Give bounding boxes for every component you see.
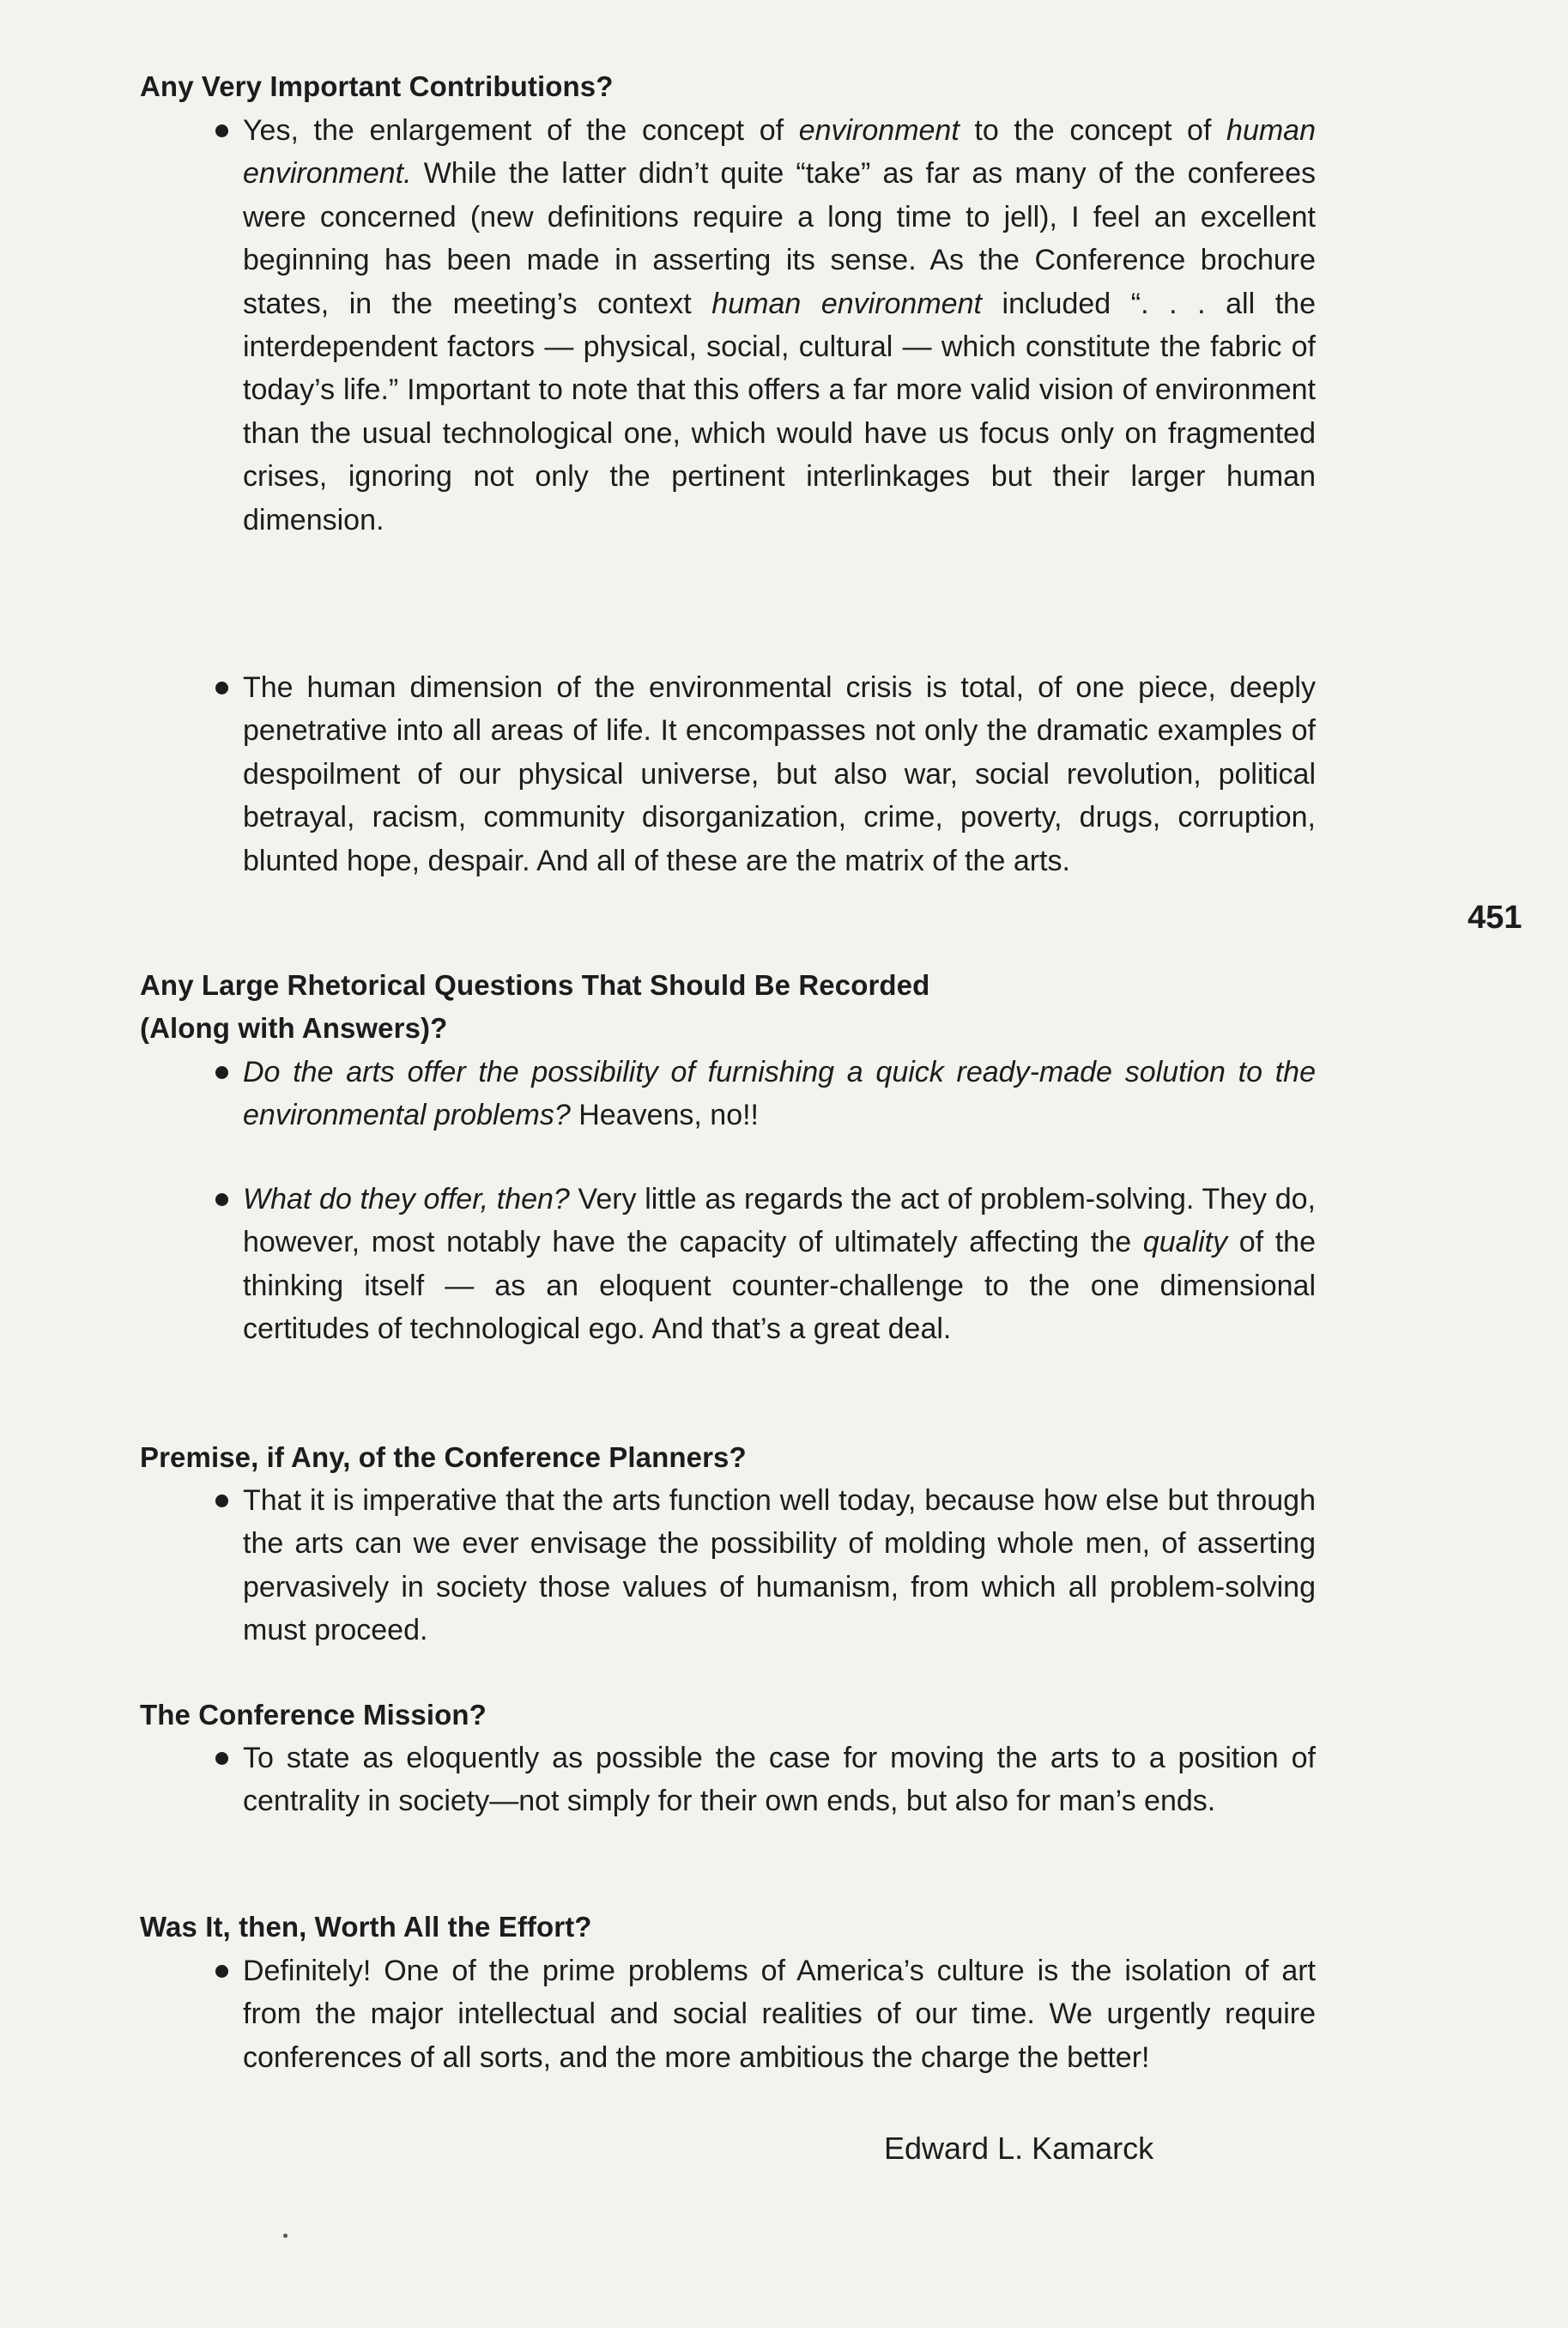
- heading-mission: The Conference Mission?: [140, 1699, 487, 1731]
- paragraph: To state as eloquently as possible the case for moving the arts to a position of centrality in society—not simply for their own ends, but also for man’s ends.: [243, 1742, 1316, 1818]
- heading-questions-line2: (Along with Answers)?: [140, 1012, 448, 1044]
- list-item-contributions-1: [243, 109, 1316, 542]
- bullet-icon: [215, 1752, 228, 1765]
- list-item-questions-2: [243, 1178, 1316, 1351]
- paragraph: What do they offer, then? Very little as regards the act of problem-solving. They do, however, most notably have the capacity of ultimately affecting the quality of the thinking itself — as an eloquent counter-challenge to the one dimensional certitudes of technological ego. And that’s a great deal.: [243, 1183, 1317, 1346]
- paragraph: Do the arts offer the possibility of furnishing a quick ready-made solution to the environmental problems? Heavens, no!!: [243, 1056, 1316, 1132]
- list-item-premise-1: [243, 1479, 1316, 1652]
- heading-worth: Was It, then, Worth All the Effort?: [140, 1911, 592, 1943]
- paragraph: The human dimension of the environmental crisis is total, of one piece, deeply penetrative into all areas of life. It encompasses not only the dramatic examples of despoilment of our physical universe, but also war, social revolution, political betrayal, racism, community disorganization, crime, poverty, drugs, corruption, blunted hope, despair. And all of these are the matrix of the arts.: [243, 671, 1316, 877]
- bullet-icon: [215, 1965, 228, 1978]
- paragraph: That it is imperative that the arts function well today, because how else but through the arts can we ever envisage the possibility of molding whole men, of asserting pervasively in society those values of humanism, from which all problem-solving must proceed.: [243, 1484, 1316, 1647]
- heading-questions-line1: Any Large Rhetorical Questions That Should Be Recorded: [140, 969, 930, 1001]
- speck: [283, 2234, 288, 2238]
- bullet-icon: [215, 1066, 228, 1079]
- page-number: 451: [1468, 900, 1523, 936]
- paragraph: Yes, the enlargement of the concept of environment to the concept of human environment. While the latter didn’t quite “take” as far as many of the conferees were concerned (new definitions require a long time to jell), I feel an excellent beginning has been made in asserting its sense. As the Conference brochure states, in the meeting’s context human environment included “. . . all the interdependent factors — physical, social, cultural — which constitute the fabric of today’s life.” Important to note that this offers a far more valid vision of environment than the usual technological one, which would have us focus only on fragmented crises, ignoring not only the pertinent interlinkages but their larger human dimension.: [243, 114, 1316, 537]
- bullet-icon: [215, 124, 228, 137]
- heading-contributions: Any Very Important Contributions?: [140, 70, 614, 102]
- heading-premise: Premise, if Any, of the Conference Planners?: [140, 1441, 747, 1473]
- bullet-icon: [215, 1494, 228, 1507]
- author-signature: Edward L. Kamarck: [884, 2131, 1154, 2166]
- list-item-worth-1: [243, 1949, 1316, 2079]
- bullet-icon: [215, 1193, 228, 1206]
- bullet-icon: [215, 682, 228, 694]
- paragraph: Definitely! One of the prime problems of America’s culture is the isolation of art from the major intellectual and social realities of our time. We urgently require conferences of all sorts, and the more ambitious the charge the better!: [243, 1955, 1316, 2074]
- list-item-mission-1: [243, 1737, 1316, 1823]
- list-item-questions-1: [243, 1051, 1316, 1137]
- list-item-contributions-2: [243, 666, 1316, 882]
